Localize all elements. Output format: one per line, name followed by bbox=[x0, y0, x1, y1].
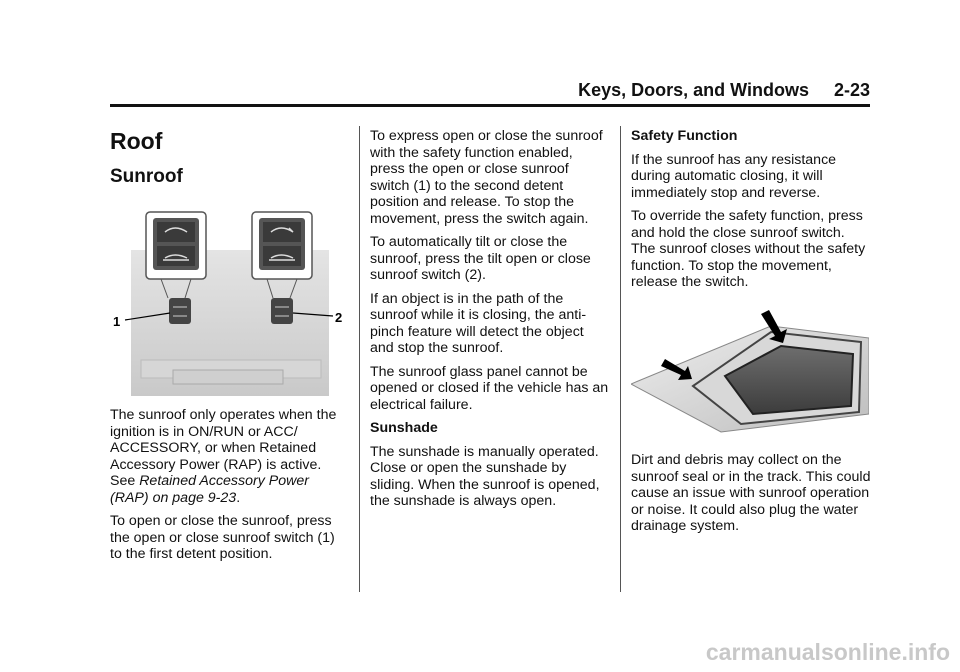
callout-1: 1 bbox=[113, 314, 121, 329]
column-3 bbox=[631, 128, 871, 298]
sunroof-seal-figure bbox=[631, 306, 869, 436]
column-1-body bbox=[110, 407, 350, 570]
paragraph bbox=[110, 407, 350, 506]
paragraph: The sunroof glass panel cannot be opened or closed if the vehicle has an electrical failure. bbox=[370, 363, 609, 413]
paragraph: To express open or close the sunroof with the safety function enabled, press the open or close sunroof switch (1) to the second detent position and release. To stop the movement, press the switch again. bbox=[370, 128, 603, 227]
header-rule bbox=[110, 104, 870, 107]
paragraph: To open or close the sunroof, press the open or close sunroof switch (1) to the first detent position. bbox=[110, 513, 335, 562]
sunroof-switch-figure bbox=[113, 210, 348, 396]
section-heading-roof: Roof bbox=[110, 128, 163, 154]
paragraph-text: The sunroof only operates when the ignition is in ON/RUN or ACC/ ACCESSORY, or when Retained Accessory Power (RAP) is active. See bbox=[110, 407, 337, 489]
subsection-heading-sunroof: Sunroof bbox=[110, 166, 183, 187]
watermark: carmanualsonline.info bbox=[705, 639, 950, 665]
paragraph: If the sunroof has any resistance during automatic closing, it will immediately stop and reverse. bbox=[631, 151, 837, 201]
header-title: Keys, Doors, and Windows 2-23 bbox=[578, 80, 870, 100]
column-divider bbox=[620, 126, 621, 592]
subsection-heading-safety: Safety Function bbox=[631, 128, 738, 144]
subsection-heading-sunshade: Sunshade bbox=[370, 420, 438, 436]
callout-2: 2 bbox=[335, 310, 343, 325]
page-header bbox=[110, 80, 870, 106]
cross-reference-link[interactable]: Retained Accessory Power (RAP) on page 9-23 bbox=[110, 473, 309, 506]
column-divider bbox=[359, 126, 360, 592]
column-2 bbox=[370, 128, 610, 517]
paragraph: The sunshade is manually operated. Close or open the sunshade by sliding. When the sunroof is opened, the sunshade is always open. bbox=[370, 443, 600, 509]
paragraph: Dirt and debris may collect on the sunroof seal or in the track. This could cause an issue with sunroof operation or noise. It could also plug the water drainage system. bbox=[631, 452, 871, 534]
column-1 bbox=[110, 128, 350, 188]
paragraph: To override the safety function, press and hold the close sunroof switch. The sunroof closes without the safety function. To stop the movement, release the switch. bbox=[631, 208, 866, 290]
paragraph: If an object is in the path of the sunroof while it is closing, the anti-pinch feature will detect the object and stop the sunroof. bbox=[370, 290, 587, 356]
column-3-body bbox=[631, 452, 871, 542]
paragraph: To automatically tilt or close the sunroof, press the tilt open or close sunroof switch (2). bbox=[370, 234, 591, 283]
paragraph-text: . bbox=[236, 489, 241, 506]
